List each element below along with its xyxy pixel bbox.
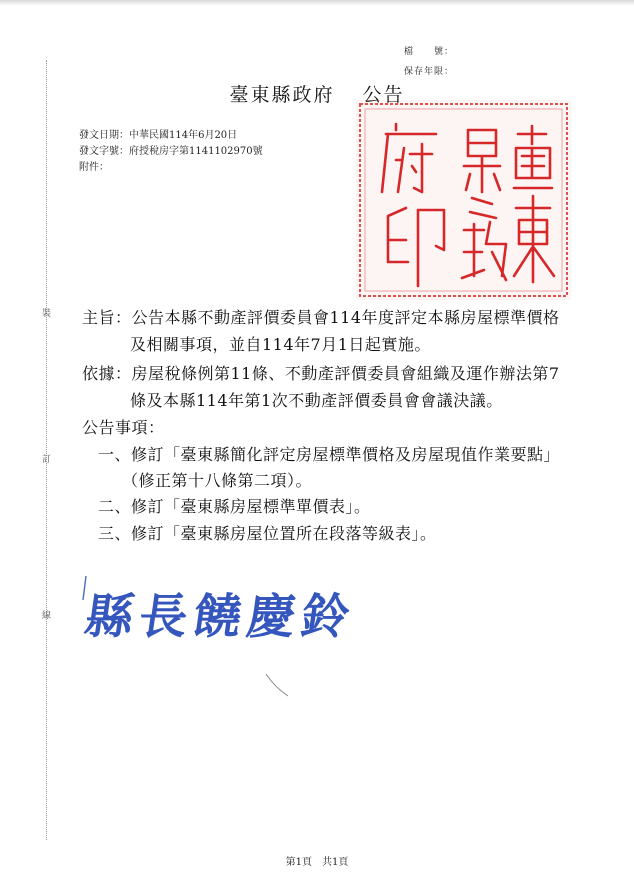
attachments: 附件： [79, 162, 109, 173]
pen-mark-2 [262, 672, 292, 700]
binding-mark-zhuang: 裝 [42, 309, 52, 319]
document-type: 公告 [362, 84, 405, 106]
official-seal [356, 100, 571, 300]
magistrate-signature: 縣長饒慶鈴 [81, 589, 360, 645]
announcement-item-1: 一、修訂「臺東縣簡化評定房屋標準價格及房屋現值作業要點」 [98, 445, 561, 464]
page-number: 第1頁 [285, 857, 312, 868]
announcement-items-heading: 公告事項： [82, 418, 165, 437]
announcement-item-2: 二、修訂「臺東縣房屋標準單價表」。 [98, 497, 371, 516]
reference-number: 發文字號：府授稅房字第1141102970號 [79, 146, 263, 157]
scan-edge [0, 0, 634, 6]
basis-line-1: 依據：房屋稅條例第11條、不動產評價委員會組織及運作辦法第7 [82, 364, 560, 383]
pen-mark [80, 574, 90, 602]
binding-line [46, 60, 47, 840]
basis-line-2: 條及本縣114年第1次不動產評價委員會會議決議。 [130, 391, 503, 410]
binding-mark-ding: 訂 [42, 455, 52, 465]
issue-date: 發文日期：中華民國114年6月20日 [79, 130, 238, 141]
file-number-label: 檔 號： [404, 47, 455, 57]
page-total: 共1頁 [322, 857, 349, 868]
retention-period-label: 保存年限： [404, 67, 455, 77]
announcement-item-1-note: （修正第十八條第二項）。 [122, 471, 313, 490]
subject-line-2: 及相關事項，並自114年7月1日起實施。 [130, 335, 431, 354]
agency-name: 臺東縣政府 [229, 84, 335, 106]
subject-line-1: 主旨：公告本縣不動產評價委員會114年度評定本縣房屋標準價格 [82, 308, 560, 327]
page-footer [0, 853, 634, 868]
announcement-item-3: 三、修訂「臺東縣房屋位置所在段落等級表」。 [98, 524, 437, 543]
seal-graphic [356, 100, 571, 300]
binding-mark-xian: 線 [42, 611, 52, 621]
